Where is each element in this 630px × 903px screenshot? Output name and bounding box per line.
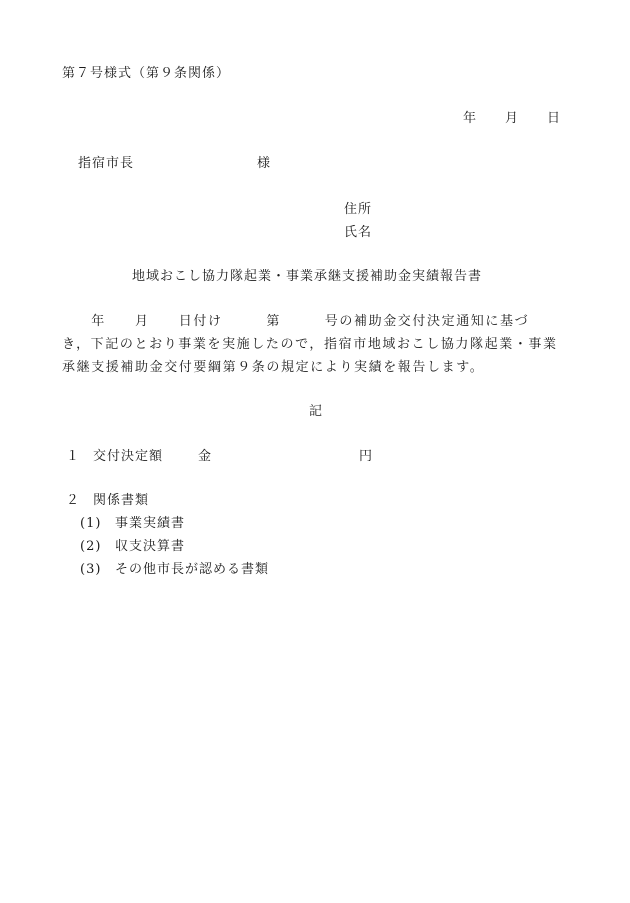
ki-heading: 記 [309,404,324,419]
address-label: 住所 [344,202,373,217]
sub-item-2-number: (2) [80,539,102,554]
sub-item-2-label: 収支決算書 [115,539,186,554]
body-line-2: き，下記のとおり事業を実施したので，指宿市地域おこし協力隊起業・事業 [62,337,558,352]
item-1-yen: 円 [359,449,374,464]
sub-item-3-number: (3) [80,562,102,577]
item-2-label: 関係書類 [93,493,150,508]
body-line-3: 承継支援補助金交付要綱第９条の規定により実績を報告します。 [62,360,485,375]
item-1-kin: 金 [198,449,213,464]
sub-item-1-number: (1) [80,516,102,531]
sub-item-3-label: その他市長が認める書類 [115,562,270,577]
item-1-label: 交付決定額 [93,449,164,464]
name-label: 氏名 [344,225,373,240]
addressee-name: 指宿市長 [78,156,135,171]
date-line: 年 月 日 [463,111,562,126]
item-1-number: １ [66,449,81,464]
document-title: 地域おこし協力隊起業・事業承継支援補助金実績報告書 [132,269,483,284]
form-number: 第７号様式（第９条関係） [62,66,231,81]
sub-item-1-label: 事業実績書 [115,516,186,531]
body-line-1: 年 月 日付け 第 号の補助金交付決定通知に基づ [62,314,530,329]
addressee-honorific: 様 [257,156,272,171]
item-2-number: ２ [66,493,81,508]
